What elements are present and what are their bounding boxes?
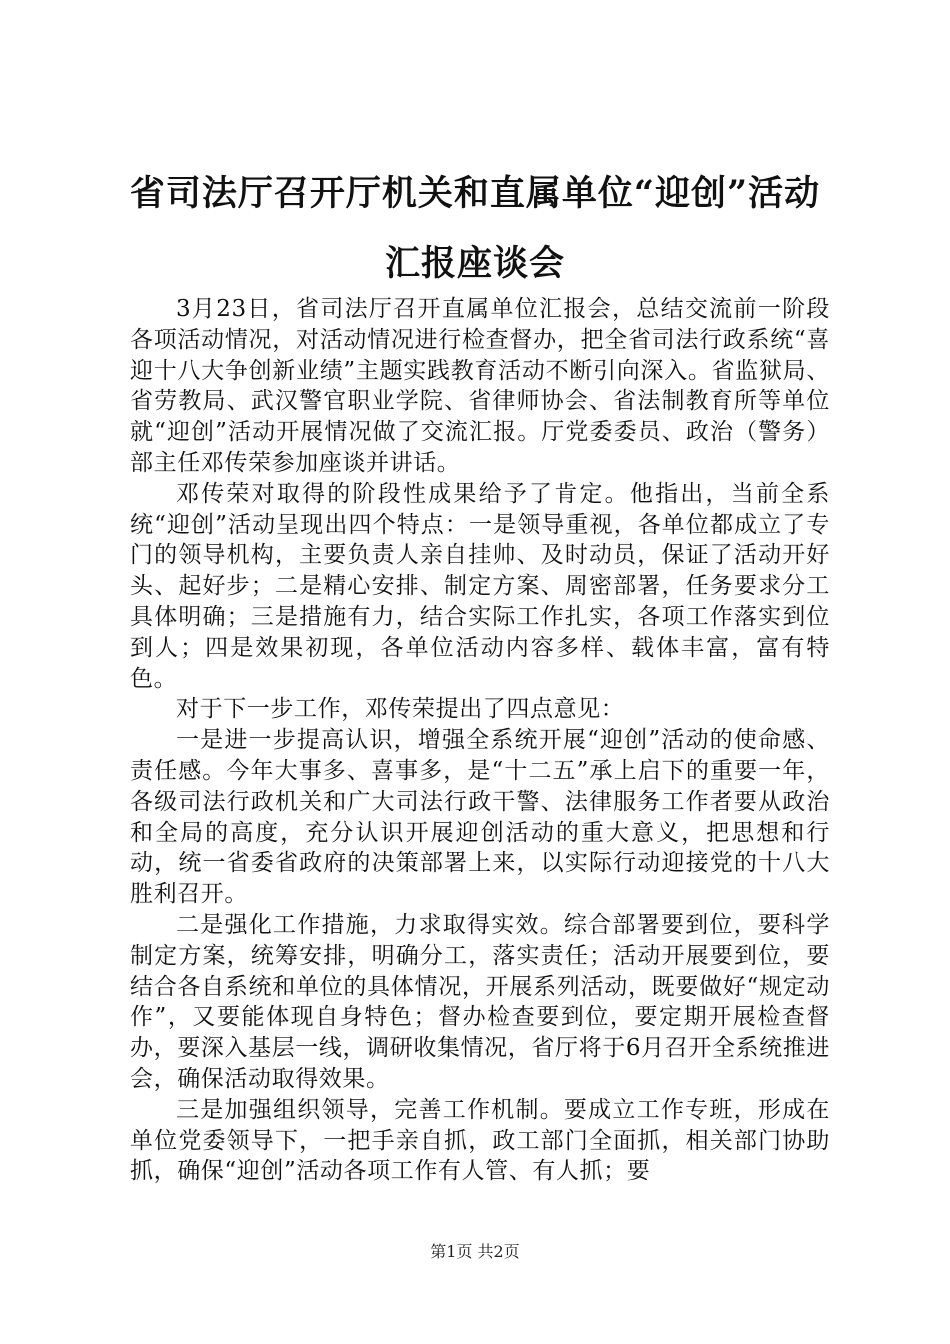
paragraph-1: 3月23日，省司法厅召开直属单位汇报会，总结交流前一阶段各项活动情况，对活动情况进行检查督办，把全省司法行政系统“喜迎十八大争创新业绩”主题实践教育活动不断引向深入。省监狱局、省劳教局、武汉警官职业学院、省律师协会、省法制教育所等单位就“迎创”活动开展情况做了交流汇报。厅党委委员、政治（警务）部主任邓传荣参加座谈并讲话。 (130, 296, 830, 476)
paragraph-2: 邓传荣对取得的阶段性成果给予了肯定。他指出，当前全系统“迎创”活动呈现出四个特点：一是领导重视，各单位都成立了专门的领导机构，主要负责人亲自挂帅、及时动员，保证了活动开好头、起好步；二是精心安排、制定方案、周密部署，任务要求分工具体明确；三是措施有力，结合实际工作扎实，各项工作落实到位到人；四是效果初现，各单位活动内容多样、载体丰富，富有特色。 (130, 480, 830, 692)
document-body (130, 294, 830, 1187)
paragraph-4: 一是进一步提高认识，增强全系统开展“迎创”活动的使命感、责任感。今年大事多、喜事多，是“十二五”承上启下的重要一年，各级司法行政机关和广大司法行政干警、法律服务工作者要从政治和全局的高度，充分认识开展迎创活动的重大意义，把思想和行动，统一省委省政府的决策部署上来，以实际行动迎接党的十八大胜利召开。 (130, 727, 830, 908)
paragraph-6: 三是加强组织领导，完善工作机制。要成立工作专班，形成在单位党委领导下，一把手亲自抓，政工部门全面抓，相关部门协助抓，确保“迎创”活动各项工作有人管、有人抓；要 (130, 1096, 830, 1185)
document-title-line-1: 省司法厅召开厅机关和直属单位“迎创”活动 (129, 173, 821, 214)
document-title-line-2: 汇报座谈会 (384, 243, 565, 284)
page-number-footer: 第1页 共2页 (430, 1242, 520, 1261)
paragraph-5: 二是强化工作措施，力求取得实效。综合部署要到位，要科学制定方案，统筹安排，明确分工，落实责任；活动开展要到位，要结合各自系统和单位的具体情况，开展系列活动，既要做好“规定动作”，又要能体现自身特色；督办检查要到位，要定期开展检查督办，要深入基层一线，调研收集情况，省厅将于6月召开全系统推进会，确保活动取得效果。 (130, 911, 830, 1092)
paragraph-3: 对于下一步工作，邓传荣提出了四点意见： (176, 696, 625, 723)
